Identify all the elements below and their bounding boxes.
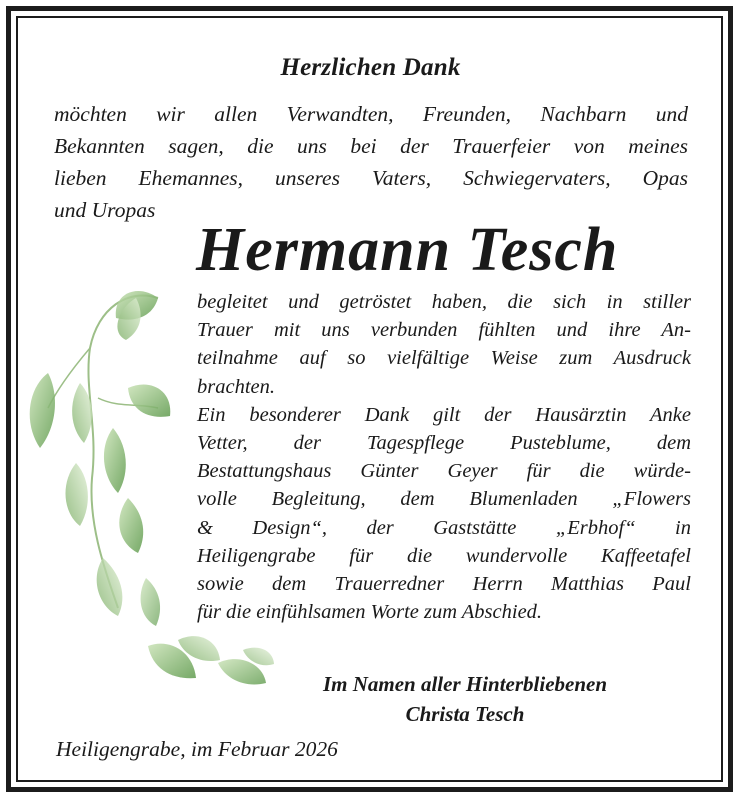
body-line: & Design“, der Gaststätte „Erbhof“ in <box>197 516 691 539</box>
signature-line: Im Namen aller Hinterbliebenen <box>322 672 608 696</box>
intro-line: lieben Ehemannes, unseres Vaters, Schwiegervaters, Opas <box>54 166 688 190</box>
place-date: Heiligengrabe, im Februar 2026 <box>56 737 338 761</box>
body-line: Bestattungshaus Günter Geyer für die würde- <box>197 460 691 483</box>
body-line: Vetter, der Tagespflege Pusteblume, dem <box>197 432 691 455</box>
heading: Herzlichen Dank <box>280 54 461 81</box>
body-line: sowie dem Trauerredner Herrn Matthias Paul <box>197 573 691 596</box>
body-paragraph <box>197 288 691 626</box>
body-line: brachten. <box>197 375 275 398</box>
intro-line: und Uropas <box>54 198 156 222</box>
intro-paragraph <box>54 98 688 226</box>
body-line: für die einfühlsamen Worte zum Abschied. <box>197 601 543 624</box>
body-line: Trauer mit uns verbunden fühlten und ihre An- <box>197 319 691 342</box>
deceased-name: Hermann Tesch <box>196 216 619 284</box>
body-line: Ein besonderer Dank gilt der Hausärztin Anke <box>197 403 691 426</box>
signatory-name: Christa Tesch <box>405 702 525 726</box>
intro-line: Bekannten sagen, die uns bei der Trauerfeier von meines <box>54 134 688 158</box>
body-line: Heiligengrabe für die wundervolle Kaffeetafel <box>197 544 691 567</box>
signature-block <box>230 669 700 729</box>
body-line: begleitet und getröstet haben, die sich in stiller <box>197 291 691 313</box>
intro-line: möchten wir allen Verwandten, Freunden, Nachbarn und <box>54 102 688 126</box>
body-line: volle Begleitung, dem Blumenladen „Flowers <box>197 488 691 511</box>
body-line: teilnahme auf so vielfältige Weise zum Ausdruck <box>197 347 691 370</box>
